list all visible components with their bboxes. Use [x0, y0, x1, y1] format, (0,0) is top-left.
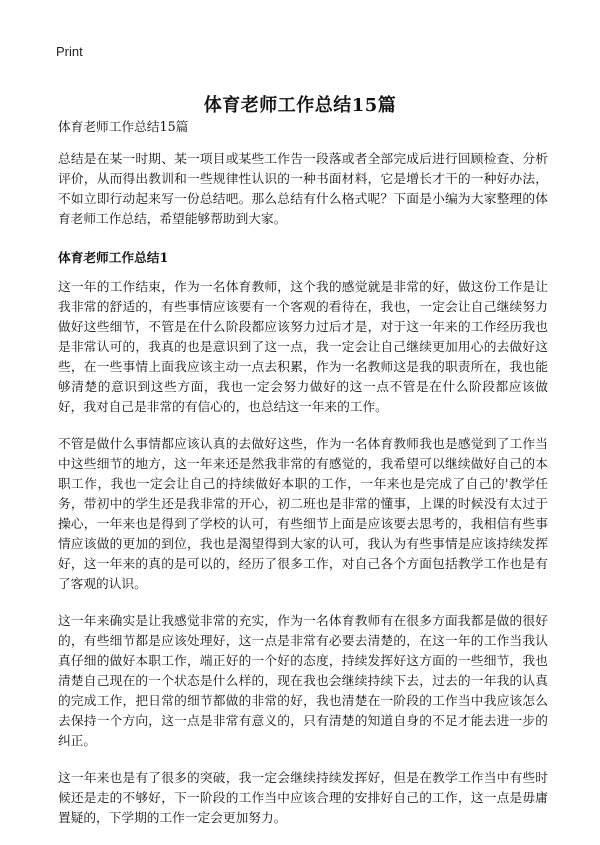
- body-paragraph: 这一年来确实是让我感觉非常的充实，作为一名体育教师有在很多方面我都是做的很好的，有些细节都是应该处理好，这一点是非常有必要去清楚的，在这一年的工作当我认真仔细的做好本职工作，端正好的一个好的态度，持续发挥好这方面的一些细节，我也清楚自己现在的一个状态是什么样的，现在我也会继续持续下去，过去的一年我的认真的完成工作，把日常的细节都做的非常的好，我也清楚在一阶段的工作当中我应该怎么去保持一个方向，这一点是非常有意义的，只有清楚的知道自身的不足才能去进一步的纠正。: [58, 613, 548, 748]
- section-heading: 体育老师工作总结1: [58, 250, 169, 265]
- intro-paragraph: 总结是在某一时期、某一项目或某些工作告一段落或者全部完成后进行回顾检查、分析评价，从而得出教训和一些规律性认识的一种书面材料，它是增长才干的一种好办法，不如立即行动起来写一份总结吧。那么总结有什么格式呢？下面是小编为大家整理的体育老师工作总结，希望能够帮助到大家。: [58, 151, 548, 226]
- page-title: 体育老师工作总结15篇: [203, 95, 397, 117]
- body-paragraph: 这一年的工作结束，作为一名体育教师，这个我的感觉就是非常的好，做这份工作是让我非常的舒适的，有些事情应该要有一个客观的看待在，我也，一定会让自己继续努力做好这些细节，不管是在什么阶段都应该努力过后才是，对于这一年来的工作经历我也是非常认可的，我真的也是意识到了这一点，我一定会让自己继续更加用心的去做好这些，在一些事情上面我应该主动一点去积累，作为一名教师这是我的职责所在，我也能够清楚的意识到这些方面，我也一定会努力做好的这一点不管是在什么阶段都应该做好，我对自己是非常的有信心的，也总结这一年来的工作。: [58, 279, 548, 414]
- body-paragraph: 不管是做什么事情都应该认真的去做好这些，作为一名体育教师我也是感觉到了工作当中这些细节的地方，这一年来还是然我非常的有感觉的，我希望可以继续做好自己的本职工作，我也一定会让自己的持续做好本职的工作，一年来也是完成了自己的'教学任务，带初中的学生还是我非常的开心，初二班也是非常的懂事，上课的时候没有太过于操心，一年来也是得到了学校的认可，有些细节上面是应该要去思考的，我相信有些事情应该做的更加的到位，我也是渴望得到大家的认可，我认为有些事情是应该持续发挥好，这一年来的真的是可以的，经历了很多工作，对自己各个方面包括教学工作也是有了客观的认识。: [58, 436, 548, 591]
- article-subtitle: 体育老师工作总结15篇: [58, 119, 189, 134]
- print-link[interactable]: Print: [56, 44, 83, 59]
- body-paragraph: 这一年来也是有了很多的突破，我一定会继续持续发挥好，但是在教学工作当中有些时候还是走的不够好，下一阶段的工作当中应该合理的安排好自己的工作，这一点是毋庸置疑的，下学期的工作一定会更加努力。: [58, 770, 548, 825]
- article-body: [58, 117, 548, 845]
